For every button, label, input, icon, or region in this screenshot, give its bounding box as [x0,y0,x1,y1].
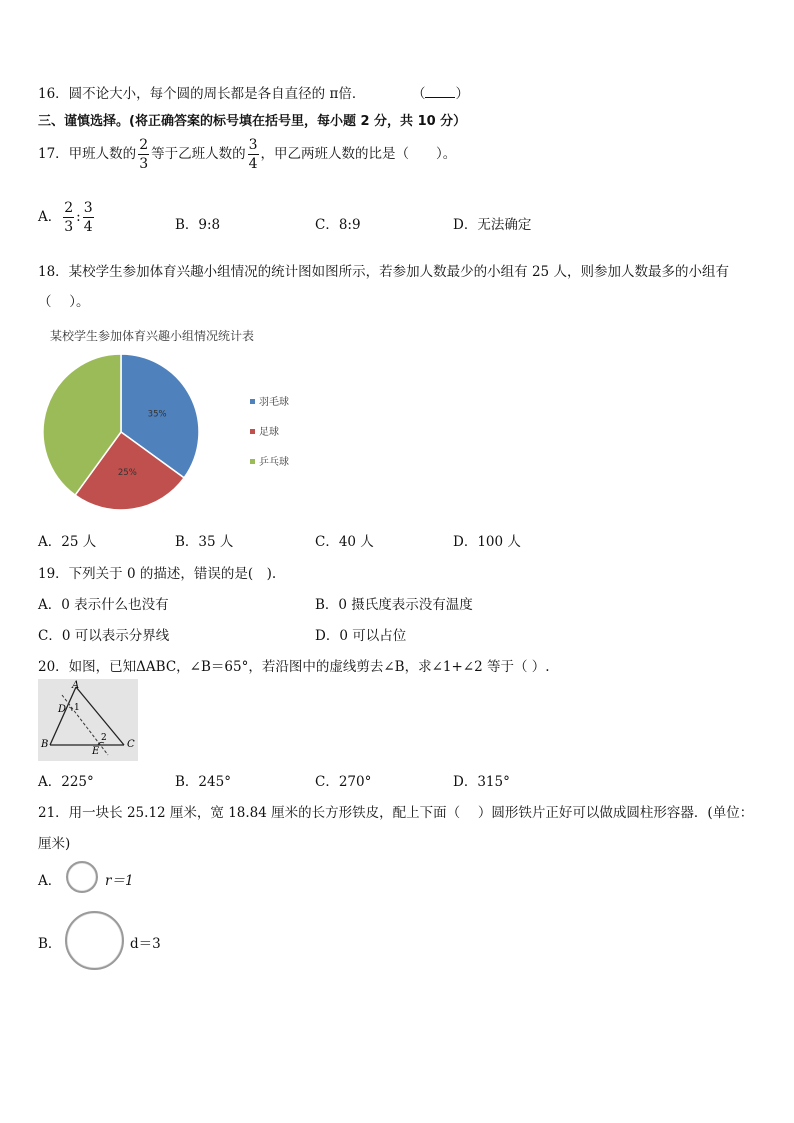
triangle-figure [38,679,138,761]
question-19-option-d[interactable]: D．0 可以占位 [315,628,407,644]
question-17-suffix: ，甲乙两班人数的比是（ ）。 [260,146,457,162]
question-18-option-c[interactable]: C．40 人 [315,534,374,550]
vertex-a-label: A [72,680,80,691]
question-18-line1: 18．某校学生参加体育兴趣小组情况的统计图如图所示，若参加人数最少的小组有 25 人，则参加人数最多的小组有 [38,264,729,280]
section-3-title: 三、谨慎选择。(将正确答案的标号填在括号里，每小题 2 分，共 10 分） [38,114,467,129]
legend-label-3: 乒乓球 [259,457,289,468]
legend-swatch-3 [250,459,255,464]
option-b-diameter-label: d＝3 [130,936,161,952]
legend-swatch-2 [250,429,255,434]
small-circle-icon [66,861,98,893]
fraction-three-quarters: $\frac{3}{4}$ [248,137,258,172]
question-20-option-c[interactable]: C．270° [315,774,372,790]
question-21-line2: 厘米) [38,836,71,852]
pie-data-label-2: 25% [117,468,137,479]
angle-2-label: 2 [101,733,107,743]
question-17-option-b[interactable]: B．9:8 [175,217,221,233]
question-18-line2: （ ）。 [38,294,90,310]
question-19-option-c[interactable]: C．0 可以表示分界线 [38,628,170,644]
question-21-option-b[interactable]: B． [38,936,62,952]
question-20-option-a[interactable]: A．225° [38,774,94,790]
question-16 [38,82,469,102]
question-17-option-c[interactable]: C．8:9 [315,217,361,233]
question-20-option-d[interactable]: D．315° [453,774,510,790]
large-circle-icon [65,911,124,970]
answer-paren-open: （ [411,86,426,102]
question-17-mid: 等于乙班人数的 [151,146,246,162]
question-18-option-d[interactable]: D．100 人 [453,534,521,550]
angle-1-label: 1 [74,703,80,713]
answer-blank[interactable] [425,85,455,98]
legend-label-1: 羽毛球 [259,397,289,408]
question-20-option-b[interactable]: B．245° [175,774,231,790]
fraction-two-thirds: $\frac{2}{3}$ [139,137,149,172]
point-e-label: E [92,746,100,757]
question-18-option-a[interactable]: A．25 人 [38,534,97,550]
vertex-b-label: B [41,739,49,750]
pie-chart [30,350,330,525]
question-21-line1: 21．用一块长 25.12 厘米，宽 18.84 厘米的长方形铁皮，配上下面（ ）圆形铁片正好可以做成圆柱形容器．(单位： [38,805,754,821]
question-18-option-b[interactable]: B．35 人 [175,534,234,550]
question-17-option-d[interactable]: D．无法确定 [453,217,532,233]
legend-swatch-1 [250,399,255,404]
pie-data-label-1: 35% [147,409,167,420]
question-19-option-a[interactable]: A．0 表示什么也没有 [38,597,169,613]
point-d-label: D [58,704,67,715]
question-19-option-b[interactable]: B．0 摄氏度表示没有温度 [315,597,473,613]
question-17-option-a[interactable]: A． $\frac{2}{3}$ : $\frac{3}{4}$ [38,200,93,235]
question-19: 19．下列关于 0 的描述，错误的是( ). [38,566,277,582]
legend-label-2: 足球 [259,427,279,438]
question-16-text: 16．圆不论大小，每个圆的周长都是各自直径的 π倍． [38,86,366,102]
question-17-prefix: 17．甲班人数的 [38,146,137,162]
question-20: 20．如图，已知ΔABC，∠B＝65°，若沿图中的虚线剪去∠B，求∠1+∠2 等于（ ）. [38,659,550,675]
question-21-option-a[interactable]: A． [38,873,62,889]
option-a-radius-label: r＝1 [105,873,134,889]
vertex-c-label: C [127,739,135,750]
question-17 [38,138,456,171]
answer-paren-close: ） [455,86,469,102]
chart-title: 某校学生参加体育兴趣小组情况统计表 [50,329,255,343]
